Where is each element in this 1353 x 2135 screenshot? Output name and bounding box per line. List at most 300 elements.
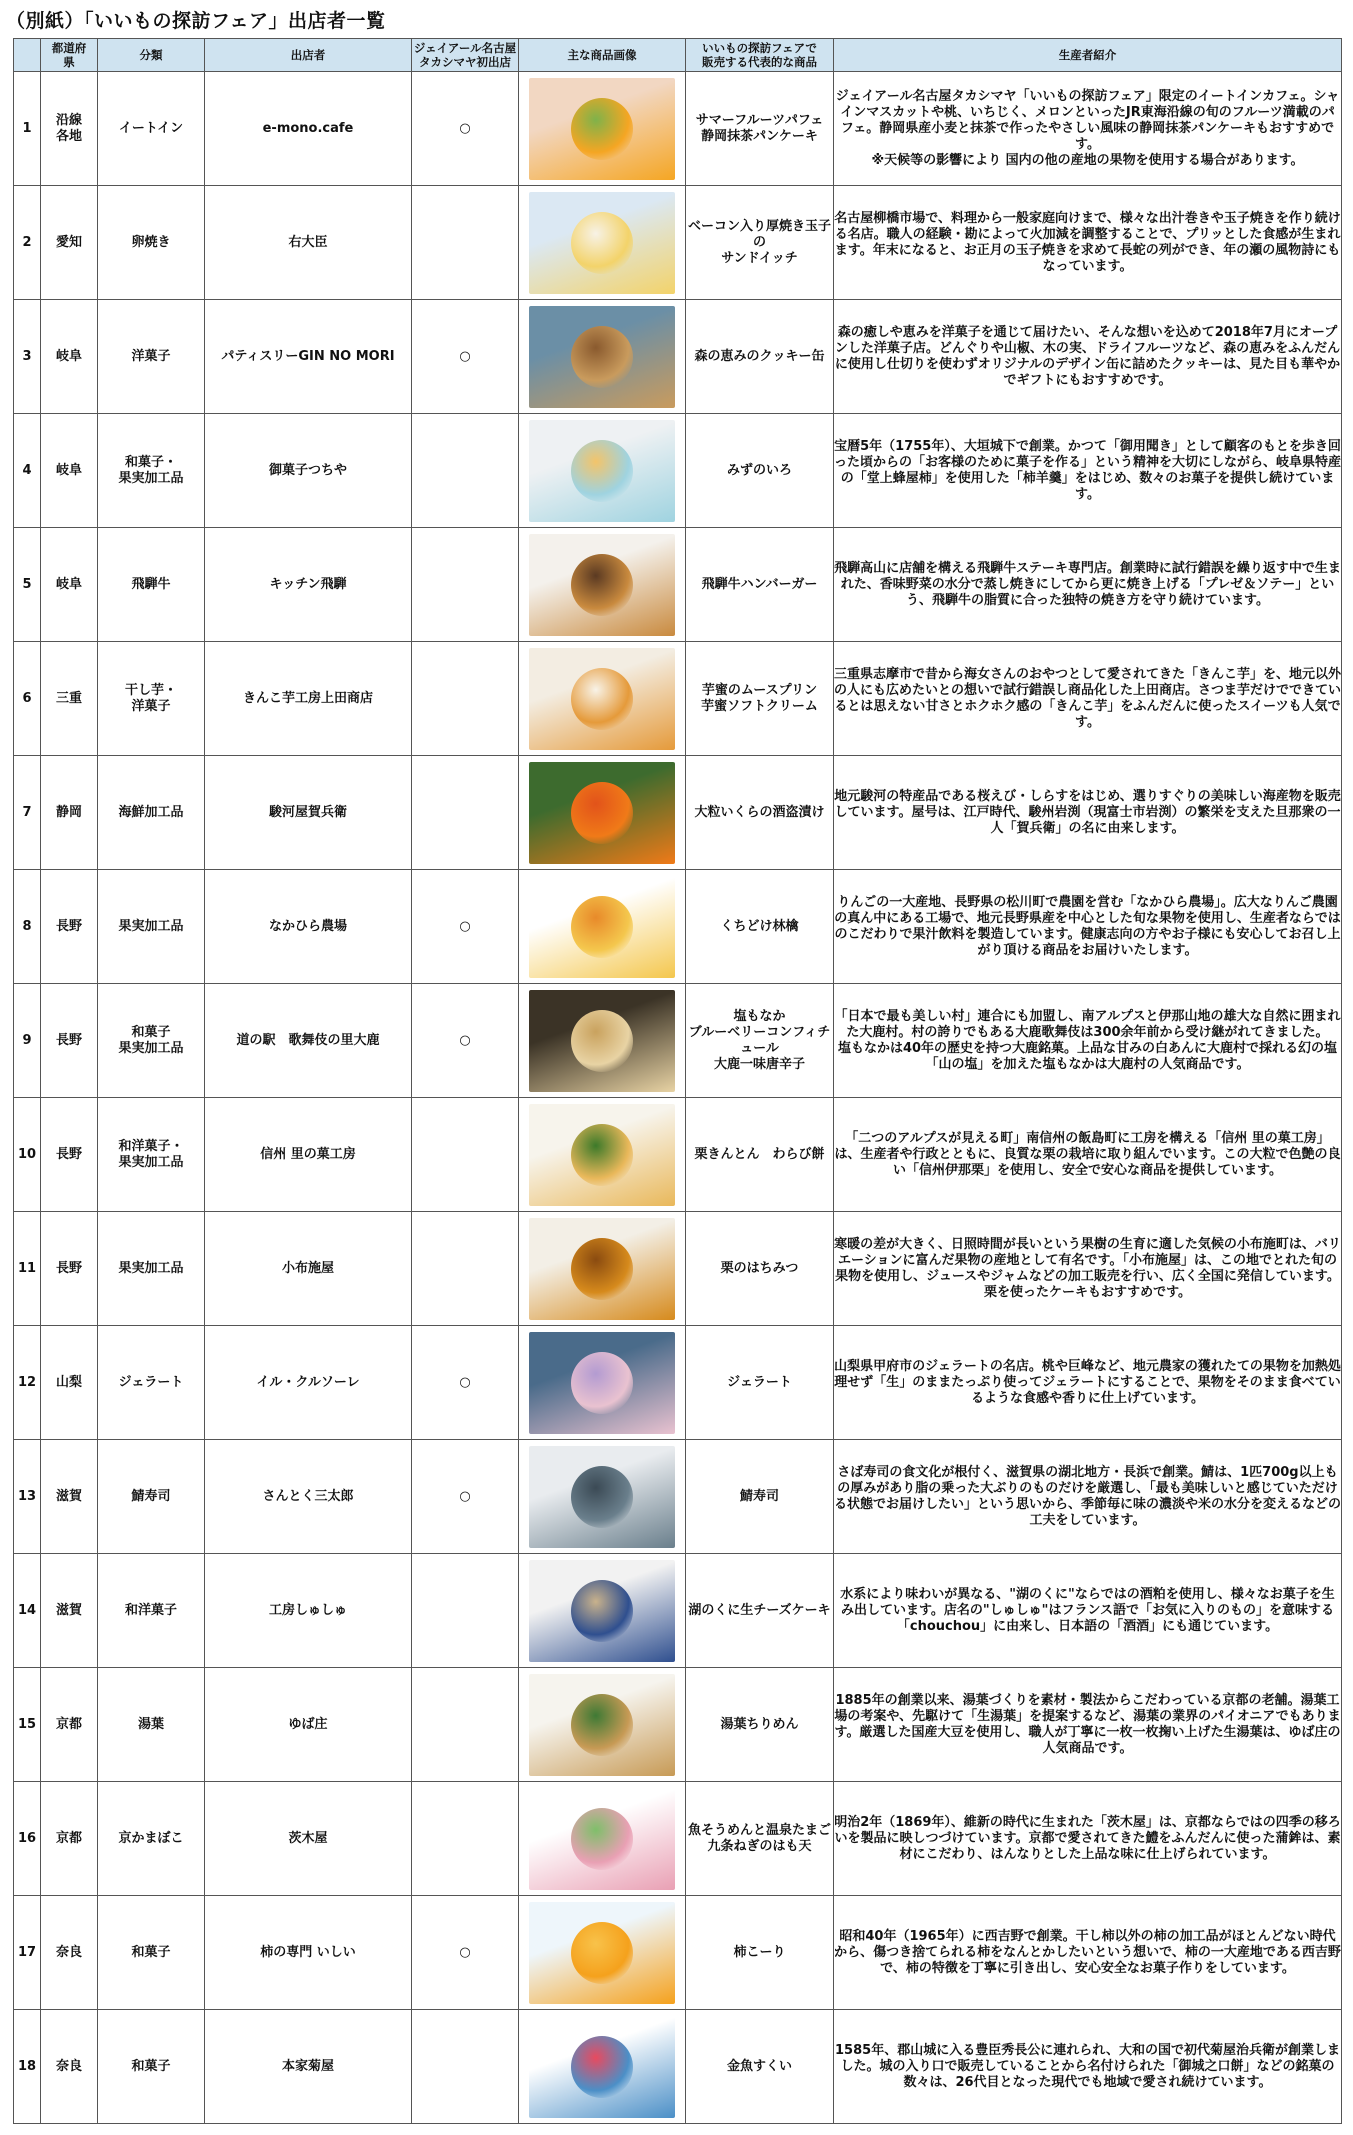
row-number (14, 1668, 41, 1782)
jelly-photo (529, 420, 675, 522)
product-image-accent (571, 1352, 633, 1414)
table-header-row (14, 39, 1342, 72)
row-number (14, 984, 41, 1098)
producer-intro-cell (834, 2010, 1342, 2124)
producer-intro-cell (834, 1440, 1342, 1554)
header-first-time: ジェイアール名古屋 タカシマヤ初出店 (412, 39, 519, 72)
prefecture-cell (41, 186, 98, 300)
row-number (14, 1098, 41, 1212)
prefecture-cell (41, 1212, 98, 1326)
product-name-text: 金魚すくい (726, 2058, 792, 2074)
category-text: 和菓子 果実加工品 (118, 1024, 184, 1056)
prefecture-text: 奈良 (55, 2058, 82, 2074)
table-row (14, 984, 1342, 1098)
product-name-cell (686, 1440, 834, 1554)
category-cell (98, 642, 205, 756)
row-number-text: 3 (22, 348, 32, 364)
first-time-mark-cell (412, 2010, 519, 2124)
product-image-cell (519, 72, 686, 186)
table-row (14, 1554, 1342, 1668)
producer-intro-text: りんごの一大産地、長野県の松川町で農園を営む「なかひら農場」。広大なりんご農園の真ん中にある工場で、地元長野県産を中心とした旬な果物を使用し、生産者ならではのこだわりで果汁飲料を製造しています。健康志向の方やお子様にも安心してお召し上がり頂ける商品をお届けいたします。 (834, 894, 1341, 958)
producer-intro-text: 「日本で最も美しい村」連合にも加盟し、南アルプスと伊那山地の雄大な自然に囲まれた大鹿村。村の誇りでもある大鹿歌舞伎は300余年前から受け継がれてきました。 塩もなかは40年の歴史を持つ大鹿銘菓。上品な甘みの白あんに大鹿村で採れる幻の塩「山の塩」を加えた塩もなかは大鹿村の人気商品です。 (834, 1008, 1341, 1072)
category-cell (98, 1782, 205, 1896)
row-number-text: 8 (22, 918, 32, 934)
category-cell (98, 984, 205, 1098)
shop-name-cell (205, 756, 412, 870)
prefecture-text: 滋賀 (55, 1602, 82, 1618)
monaka-photo (529, 990, 675, 1092)
shop-name-cell (205, 1668, 412, 1782)
shop-name-cell (205, 1782, 412, 1896)
product-image-accent (571, 1808, 633, 1870)
prefecture-cell (41, 414, 98, 528)
producer-intro-cell (834, 1098, 1342, 1212)
prefecture-text: 長野 (55, 918, 82, 934)
shop-name-cell (205, 414, 412, 528)
exhibitor-table (13, 38, 1342, 2124)
category-text: ジェラート (118, 1374, 184, 1390)
row-number (14, 642, 41, 756)
row-number (14, 1782, 41, 1896)
first-time-mark-text: ○ (459, 918, 471, 934)
product-name-text: くちどけ林檎 (720, 918, 799, 934)
producer-intro-cell (834, 1896, 1342, 2010)
row-number-text: 7 (22, 804, 32, 820)
gelato-photo (529, 1332, 675, 1434)
category-cell (98, 528, 205, 642)
product-image-accent (571, 1466, 633, 1528)
row-number-text: 17 (17, 1944, 37, 1960)
prefecture-text: 長野 (55, 1260, 82, 1276)
cheesecake-photo (529, 1560, 675, 1662)
prefecture-text: 沿線 各地 (55, 112, 82, 144)
category-cell (98, 1326, 205, 1440)
sandwich-photo (529, 192, 675, 294)
prefecture-text: 滋賀 (55, 1488, 82, 1504)
shop-name-text: 右大臣 (288, 234, 328, 250)
first-time-mark-cell (412, 1326, 519, 1440)
shop-name-text: 本家菊屋 (281, 2058, 334, 2074)
prefecture-cell (41, 870, 98, 984)
product-name-cell (686, 414, 834, 528)
product-name-cell (686, 1212, 834, 1326)
hamburger-photo (529, 534, 675, 636)
prefecture-cell (41, 2010, 98, 2124)
first-time-mark-cell (412, 300, 519, 414)
first-time-mark-cell (412, 1554, 519, 1668)
category-cell (98, 414, 205, 528)
row-number (14, 186, 41, 300)
saba-sushi-photo (529, 1446, 675, 1548)
product-name-cell (686, 1896, 834, 2010)
category-cell (98, 1554, 205, 1668)
shop-name-cell (205, 1326, 412, 1440)
row-number (14, 1896, 41, 2010)
category-text: 洋菓子 (131, 348, 171, 364)
product-name-cell (686, 300, 834, 414)
row-number-text: 12 (17, 1374, 37, 1390)
row-number (14, 756, 41, 870)
first-time-mark-cell (412, 756, 519, 870)
product-name-text: 森の恵みのクッキー缶 (694, 348, 825, 364)
prefecture-text: 三重 (55, 690, 82, 706)
producer-intro-cell (834, 414, 1342, 528)
producer-intro-text: 寒暖の差が大きく、日照時間が長いという果樹の生育に適した気候の小布施町は、バリエーションに富んだ果物の産地として有名です。「小布施屋」は、この地でとれた旬の果物を使用し、ジュースやジャムなどの加工販売を行い、広く全国に発信しています。栗を使ったケーキもおすすめです。 (834, 1236, 1341, 1300)
shop-name-cell (205, 1212, 412, 1326)
first-time-mark-text: ○ (459, 348, 471, 364)
row-number-text: 9 (22, 1032, 32, 1048)
row-number-text: 6 (22, 690, 32, 706)
category-text: 干し芋・ 洋菓子 (124, 682, 177, 714)
producer-intro-cell (834, 642, 1342, 756)
header-shop: 出店者 (205, 39, 412, 72)
producer-intro-text: 1585年、郡山城に入る豊臣秀長公に連れられ、大和の国で初代菊屋治兵衛が創業しました。城の入り口で販売していることから名付けられた「御城之口餅」などの銘菓の数々は、26代目となった現代でも地域で愛され続けています。 (835, 2042, 1340, 2090)
shop-name-cell (205, 642, 412, 756)
honey-photo (529, 1218, 675, 1320)
apple-dessert-photo (529, 876, 675, 978)
producer-intro-cell (834, 1782, 1342, 1896)
product-name-cell (686, 72, 834, 186)
product-name-cell (686, 1554, 834, 1668)
row-number (14, 1440, 41, 1554)
product-image-cell (519, 1668, 686, 1782)
header-product: いいもの探訪フェアで 販売する代表的な商品 (686, 39, 834, 72)
row-number-text: 14 (17, 1602, 37, 1618)
row-number-text: 16 (17, 1830, 37, 1846)
row-number-text: 11 (17, 1260, 37, 1276)
first-time-mark-text: ○ (459, 1944, 471, 1960)
product-name-text: みずのいろ (726, 462, 792, 478)
category-cell (98, 300, 205, 414)
row-number (14, 1326, 41, 1440)
product-image-accent (571, 1238, 633, 1300)
shop-name-text: パティスリーGIN NO MORI (221, 348, 395, 364)
shop-name-text: 茨木屋 (288, 1830, 328, 1846)
first-time-mark-cell (412, 642, 519, 756)
product-name-text: 芋蜜のムースプリン 芋蜜ソフトクリーム (701, 682, 818, 714)
product-name-text: 塩もなか ブルーベリーコンフィチュール 大鹿一味唐辛子 (688, 1008, 831, 1072)
producer-intro-text: 昭和40年（1965年）に西吉野で創業。干し柿以外の柿の加工品がほとんどない時代から、傷つき捨てられる柿をなんとかしたいという想いで、柿の一大産地である西吉野で、柿の特徴を丁寧に引き出し、安心安全なお菓子作りをしています。 (834, 1928, 1341, 1976)
first-time-mark-text: ○ (459, 1488, 471, 1504)
producer-intro-text: 三重県志摩市で昔から海女さんのおやつとして愛されてきた「きんこ芋」を、地元以外の人にも広めたいとの想いで試行錯誤し商品化した上田商店。さつま芋だけでできているとは思えない甘さとホクホク感の「きんこ芋」をふんだんに使ったスイーツも人気です。 (834, 666, 1342, 730)
product-name-cell (686, 1782, 834, 1896)
product-name-cell (686, 1668, 834, 1782)
table-row (14, 2010, 1342, 2124)
table-row (14, 1668, 1342, 1782)
product-image-cell (519, 414, 686, 528)
producer-intro-cell (834, 1326, 1342, 1440)
producer-intro-cell (834, 300, 1342, 414)
product-image-accent (571, 212, 633, 274)
first-time-mark-cell (412, 984, 519, 1098)
prefecture-cell (41, 72, 98, 186)
shop-name-text: 柿の専門 いしい (260, 1944, 356, 1960)
prefecture-cell (41, 642, 98, 756)
producer-intro-text: 「二つのアルプスが見える町」南信州の飯島町に工房を構える「信州 里の菓工房」は、生産者や行政とともに、良質な栗の栽培に取り組んでいます。この大粒で色艶の良い「信州伊那栗」を使用し、安全で安心な商品を提供しています。 (834, 1130, 1341, 1178)
product-image-cell (519, 1554, 686, 1668)
first-time-mark-cell (412, 1440, 519, 1554)
header-image: 主な商品画像 (519, 39, 686, 72)
product-name-text: サマーフルーツパフェ 静岡抹茶パンケーキ (695, 112, 824, 144)
product-image-accent (571, 1124, 633, 1186)
first-time-mark-cell (412, 1668, 519, 1782)
table-row (14, 414, 1342, 528)
product-name-text: 大粒いくらの酒盗漬け (694, 804, 825, 820)
producer-intro-cell (834, 186, 1342, 300)
shop-name-text: さんとく三太郎 (262, 1488, 354, 1504)
product-name-text: 魚そうめんと温泉たまご 九条ねぎのはも天 (687, 1822, 831, 1854)
prefecture-text: 岐阜 (55, 576, 82, 592)
product-image-accent (571, 896, 633, 958)
shop-name-cell (205, 1896, 412, 2010)
first-time-mark-cell (412, 1782, 519, 1896)
prefecture-cell (41, 1554, 98, 1668)
product-image-cell (519, 870, 686, 984)
category-cell (98, 72, 205, 186)
product-image-cell (519, 1098, 686, 1212)
product-image-cell (519, 642, 686, 756)
first-time-mark-cell (412, 186, 519, 300)
row-number-text: 10 (17, 1146, 37, 1162)
product-image-cell (519, 1326, 686, 1440)
row-number-text: 2 (22, 234, 32, 250)
product-image-cell (519, 984, 686, 1098)
producer-intro-cell (834, 984, 1342, 1098)
producer-intro-text: 水系により味わいが異なる、"湖のくに"ならではの酒粕を使用し、様々なお菓子を生み出しています。店名の"しゅしゅ"はフランス語で「お気に入りのもの」を意味する「chouchou」に由来し、日本語の「酒酒」にも通じています。 (840, 1586, 1335, 1634)
shop-name-cell (205, 300, 412, 414)
category-cell (98, 1668, 205, 1782)
document-title: （別紙）「いいもの探訪フェア」出店者一覧 (6, 10, 386, 32)
shop-name-text: なかひら農場 (268, 918, 347, 934)
product-image-cell (519, 756, 686, 870)
header-category: 分類 (98, 39, 205, 72)
producer-intro-text: 宝暦5年（1755年）、大垣城下で創業。かつて「御用聞き」として顧客のもとを歩き回った頃からの「お客様のために菓子を作る」という精神を大切にしながら、岐阜県特産の「堂上蜂屋柿」を使用した「柿羊羹」をはじめ、数々のお菓子を提供し続けています。 (834, 438, 1342, 502)
product-name-cell (686, 186, 834, 300)
prefecture-cell (41, 1440, 98, 1554)
category-text: 海鮮加工品 (118, 804, 184, 820)
product-image-cell (519, 1440, 686, 1554)
shop-name-cell (205, 1554, 412, 1668)
first-time-mark-cell (412, 1896, 519, 2010)
row-number (14, 528, 41, 642)
header-prefecture: 都道府 県 (41, 39, 98, 72)
producer-intro-text: ジェイアール名古屋タカシマヤ「いいもの探訪フェア」限定のイートインカフェ。シャインマスカットや桃、いちじく、メロンといったJR東海沿線の旬のフルーツ満載のパフェ。静岡県産小麦と抹茶で作ったやさしい風味の静岡抹茶パンケーキもおすすめです。 ※天候等の影響により 国内の他の産地の果物を使用する場合があります。 (835, 88, 1340, 168)
prefecture-text: 岐阜 (55, 462, 82, 478)
prefecture-cell (41, 1668, 98, 1782)
product-name-text: 鯖寿司 (739, 1488, 779, 1504)
shop-name-text: e-mono.cafe (262, 120, 354, 136)
row-number-text: 13 (17, 1488, 37, 1504)
product-image-accent (571, 782, 633, 844)
prefecture-cell (41, 300, 98, 414)
shop-name-text: きんこ芋工房上田商店 (242, 690, 373, 706)
shop-name-text: 御菓子つちや (268, 462, 347, 478)
kuri-kinton-photo (529, 1104, 675, 1206)
prefecture-text: 長野 (55, 1032, 82, 1048)
prefecture-cell (41, 1326, 98, 1440)
category-text: 和洋菓子 (124, 1602, 177, 1618)
category-cell (98, 1896, 205, 2010)
category-cell (98, 2010, 205, 2124)
product-name-cell (686, 528, 834, 642)
product-name-text: 湖のくに生チーズケーキ (688, 1602, 831, 1618)
somen-photo (529, 1788, 675, 1890)
producer-intro-text: 1885年の創業以来、湯葉づくりを素材・製法からこだわっている京都の老舗。湯葉工場の考案や、先駆けて「生湯葉」を提案するなど、湯葉の業界のパイオニアでもあります。厳選した国産大豆を使用し、職人が丁寧に一枚一枚掬い上げた生湯葉は、ゆば庄の人気商品です。 (834, 1692, 1341, 1756)
producer-intro-text: 山梨県甲府市のジェラートの名店。桃や巨峰など、地元農家の獲れたての果物を加熱処理せず「生」のままたっぷり使ってジェラートにすることで、果物をそのまま食べているような食感や香りに仕上げています。 (834, 1358, 1341, 1406)
product-image-accent (571, 1922, 633, 1984)
first-time-mark-cell (412, 528, 519, 642)
product-image-cell (519, 300, 686, 414)
row-number-text: 18 (17, 2058, 37, 2074)
prefecture-text: 岐阜 (55, 348, 82, 364)
shop-name-cell (205, 1098, 412, 1212)
table-row (14, 72, 1342, 186)
category-cell (98, 870, 205, 984)
producer-intro-cell (834, 528, 1342, 642)
product-name-text: ベーコン入り厚焼き玉子の サンドイッチ (687, 218, 831, 266)
product-name-text: 栗きんとん わらび餅 (694, 1146, 825, 1162)
category-text: 和洋菓子・ 果実加工品 (118, 1138, 184, 1170)
category-cell (98, 186, 205, 300)
shop-name-text: 駿河屋賀兵衛 (268, 804, 347, 820)
prefecture-text: 長野 (55, 1146, 82, 1162)
product-image-accent (571, 1694, 633, 1756)
product-image-cell (519, 1896, 686, 2010)
shop-name-text: ゆば庄 (288, 1716, 328, 1732)
prefecture-cell (41, 1098, 98, 1212)
pudding-photo (529, 648, 675, 750)
product-name-text: 飛騨牛ハンバーガー (701, 576, 818, 592)
prefecture-cell (41, 756, 98, 870)
category-text: 和菓子 (131, 1944, 171, 1960)
table-row (14, 870, 1342, 984)
category-text: 京かまぼこ (118, 1830, 184, 1846)
producer-intro-cell (834, 72, 1342, 186)
product-image-cell (519, 1212, 686, 1326)
first-time-mark-text: ○ (459, 1032, 471, 1048)
row-number-text: 5 (22, 576, 32, 592)
row-number-text: 4 (22, 462, 32, 478)
prefecture-text: 京都 (55, 1716, 82, 1732)
table-row (14, 186, 1342, 300)
product-name-cell (686, 756, 834, 870)
product-image-accent (571, 326, 633, 388)
yuba-photo (529, 1674, 675, 1776)
producer-intro-cell (834, 1668, 1342, 1782)
prefecture-text: 山梨 (55, 1374, 82, 1390)
table-row (14, 1212, 1342, 1326)
row-number (14, 72, 41, 186)
shop-name-cell (205, 72, 412, 186)
shop-name-text: 道の駅 歌舞伎の里大鹿 (236, 1032, 380, 1048)
producer-intro-text: 飛騨高山に店舗を構える飛騨牛ステーキ専門店。創業時に試行錯誤を繰り返す中で生まれた、香味野菜の水分で蒸し焼きにしてから更に焼き上げる「プレゼ＆ソテー」という、飛騨牛の脂質に合った独特の焼き方を守り続けています。 (834, 560, 1341, 608)
first-time-mark-cell (412, 414, 519, 528)
category-text: 和菓子 (131, 2058, 171, 2074)
first-time-mark-text: ○ (459, 120, 471, 136)
shop-name-text: 工房しゅしゅ (268, 1602, 347, 1618)
shop-name-cell (205, 186, 412, 300)
producer-intro-cell (834, 1212, 1342, 1326)
producer-intro-text: 名古屋柳橋市場で、料理から一般家庭向けまで、様々な出汁巻きや玉子焼きを作り続ける名店。職人の経験・勘によって火加減を調整することで、プリッとした食感が生まれます。年末になると、お正月の玉子焼きを求めて長蛇の列ができ、年の瀬の風物詩にもなっています。 (834, 210, 1341, 274)
row-number (14, 300, 41, 414)
prefecture-text: 京都 (55, 1830, 82, 1846)
header-intro: 生産者紹介 (834, 39, 1342, 72)
table-row (14, 300, 1342, 414)
prefecture-text: 静岡 (55, 804, 82, 820)
prefecture-cell (41, 1896, 98, 2010)
header-no (14, 39, 41, 72)
table-row (14, 1782, 1342, 1896)
prefecture-cell (41, 1782, 98, 1896)
producer-intro-text: さば寿司の食文化が根付く、滋賀県の湖北地方・長浜で創業。鯖は、1匹700g以上もの厚みがあり脂の乗った大ぶりのものだけを厳選し、「最も美味しいと感じていただける状態でお届けしたい」という思いから、季節毎に味の濃淡や米の水分を変えるなどの工夫をしています。 (834, 1464, 1342, 1528)
prefecture-text: 奈良 (55, 1944, 82, 1960)
row-number (14, 2010, 41, 2124)
shop-name-cell (205, 2010, 412, 2124)
ikura-photo (529, 762, 675, 864)
product-image-cell (519, 528, 686, 642)
table-row (14, 1326, 1342, 1440)
product-name-text: 栗のはちみつ (720, 1260, 799, 1276)
table-row (14, 756, 1342, 870)
prefecture-cell (41, 984, 98, 1098)
product-name-cell (686, 1098, 834, 1212)
producer-intro-text: 森の癒しや恵みを洋菓子を通じて届けたい、そんな想いを込めて2018年7月にオープンした洋菓子店。どんぐりや山椒、木の実、ドライフルーツなど、森の恵みをふんだんに使用し仕切りを使わずオリジナルのデザイン缶に詰めたクッキーは、見た目も華やかでギフトにもおすすめです。 (834, 324, 1341, 388)
product-image-accent (571, 1010, 633, 1072)
category-text: 飛騨牛 (131, 576, 171, 592)
producer-intro-cell (834, 1554, 1342, 1668)
producer-intro-text: 明治2年（1869年）、維新の時代に生まれた「茨木屋」は、京都ならではの四季の移ろいを製品に映しつづけています。京都で愛されてきた鱧をふんだんに使った蒲鉾は、素材にこだわり、はんなりとした上品な味に仕上げられています。 (834, 1814, 1341, 1862)
shop-name-text: イル・クルソーレ (256, 1374, 360, 1390)
shop-name-text: 小布施屋 (281, 1260, 334, 1276)
shop-name-cell (205, 984, 412, 1098)
first-time-mark-cell (412, 1212, 519, 1326)
table-row (14, 642, 1342, 756)
table-row (14, 1440, 1342, 1554)
prefecture-text: 愛知 (55, 234, 82, 250)
producer-intro-cell (834, 756, 1342, 870)
product-image-cell (519, 186, 686, 300)
cookie-tin-photo (529, 306, 675, 408)
prefecture-cell (41, 528, 98, 642)
category-text: 和菓子・ 果実加工品 (118, 454, 184, 486)
parfait-photo (529, 78, 675, 180)
category-cell (98, 1212, 205, 1326)
category-text: 鯖寿司 (131, 1488, 171, 1504)
row-number-text: 1 (22, 120, 32, 136)
product-name-text: 湯葉ちりめん (720, 1716, 799, 1732)
product-image-cell (519, 2010, 686, 2124)
product-name-text: 柿こーり (733, 1944, 786, 1960)
product-name-cell (686, 642, 834, 756)
shop-name-text: キッチン飛騨 (269, 576, 347, 592)
shop-name-cell (205, 1440, 412, 1554)
first-time-mark-text: ○ (459, 1374, 471, 1390)
row-number (14, 870, 41, 984)
table-row (14, 528, 1342, 642)
table-row (14, 1896, 1342, 2010)
category-text: 湯葉 (137, 1716, 164, 1732)
product-image-accent (571, 440, 633, 502)
row-number-text: 15 (17, 1716, 37, 1732)
first-time-mark-cell (412, 72, 519, 186)
product-image-accent (571, 98, 633, 160)
row-number (14, 1554, 41, 1668)
shop-name-cell (205, 528, 412, 642)
row-number (14, 414, 41, 528)
product-name-text: ジェラート (727, 1374, 792, 1390)
product-name-cell (686, 984, 834, 1098)
shop-name-text: 信州 里の菓工房 (260, 1146, 356, 1162)
